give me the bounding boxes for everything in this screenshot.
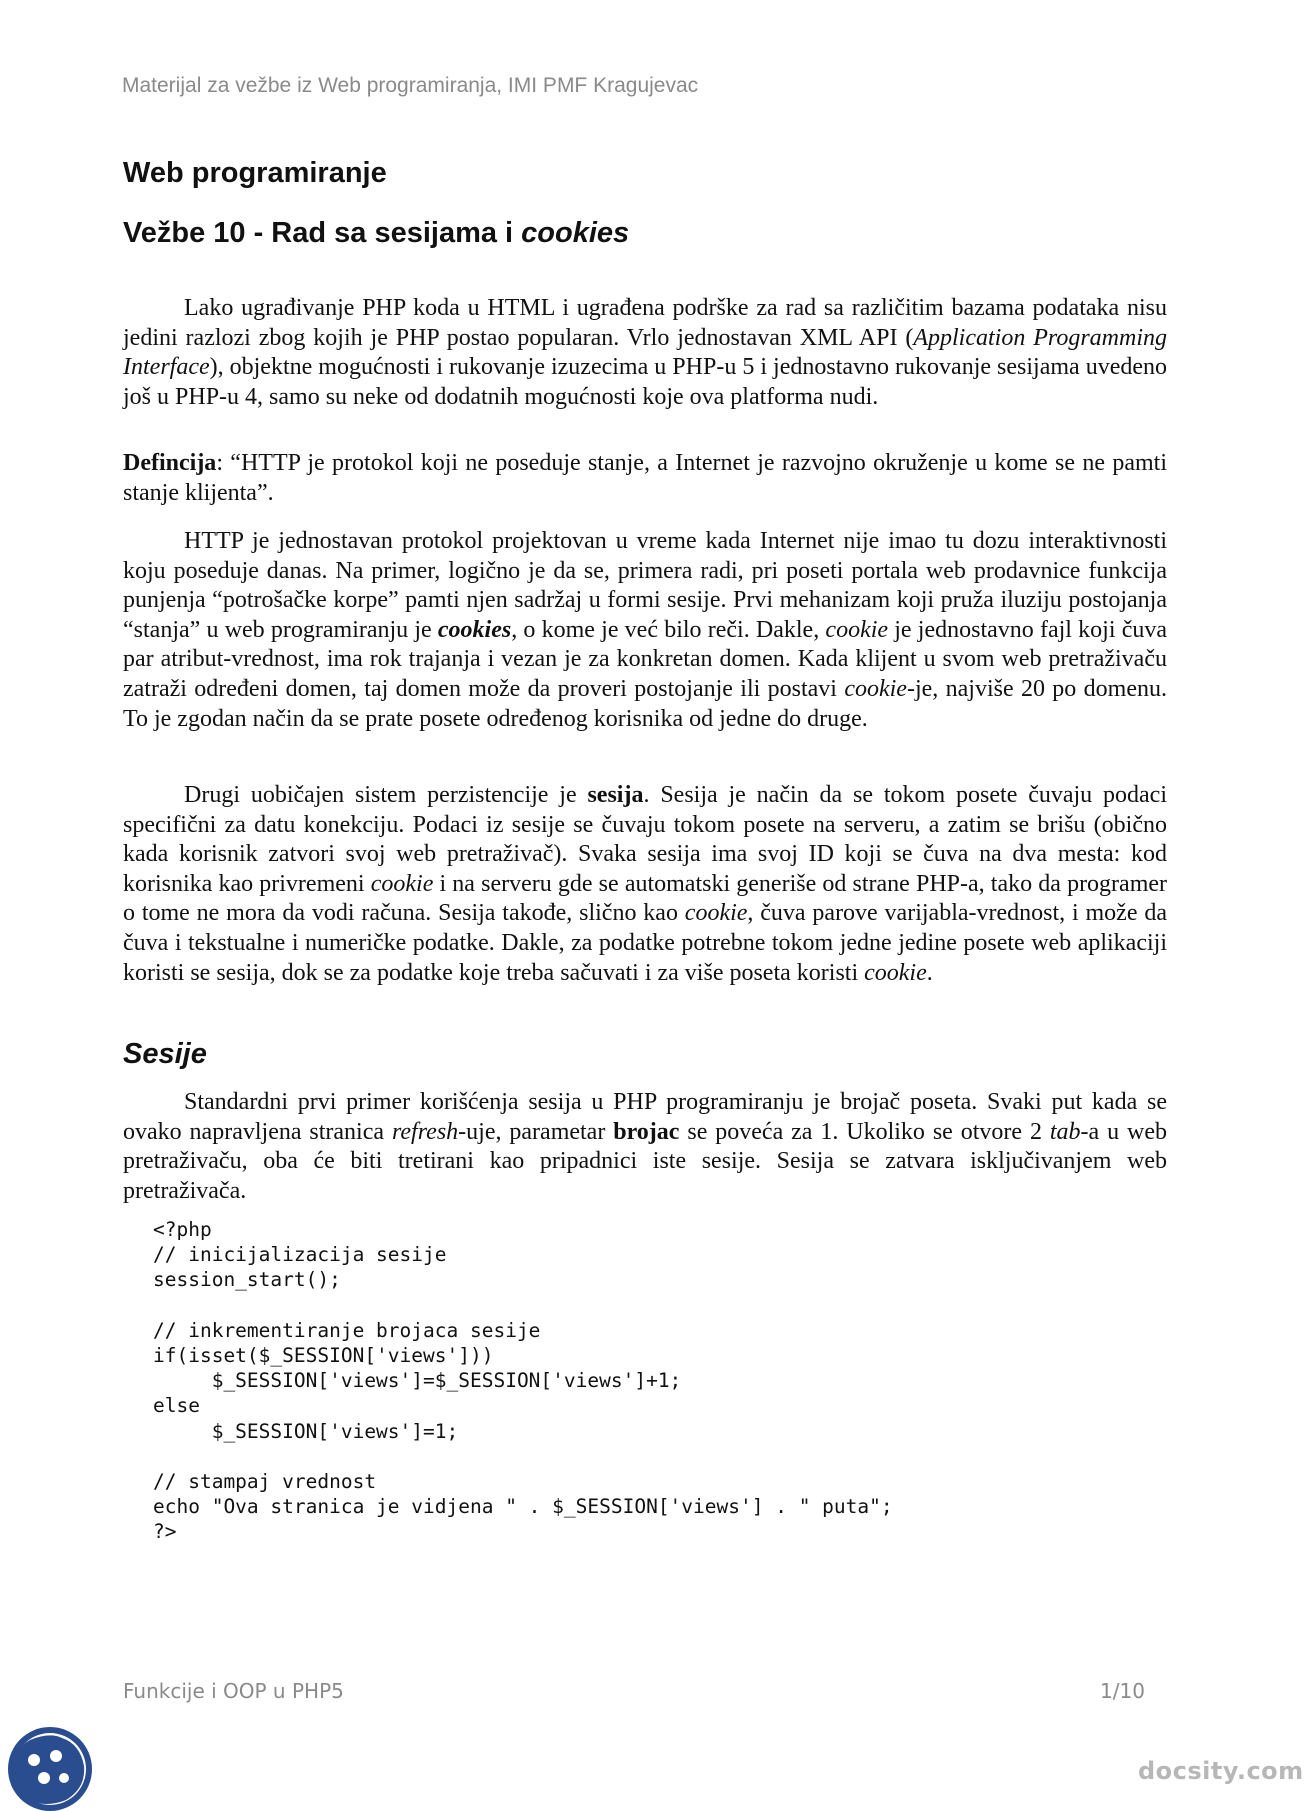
italic-run: cookie: [864, 959, 927, 986]
text-run: , o kome je već bilo reči. Dakle,: [511, 616, 826, 643]
italic-run: cookie: [844, 675, 907, 702]
subtitle-text: Vežbe 10 - Rad sa sesijama i: [123, 217, 522, 249]
paragraph-counter-example: [123, 1088, 1167, 1206]
text-run: -uje, parametar: [458, 1118, 614, 1145]
paragraph-http: [123, 527, 1167, 734]
italic-run: cookie: [684, 900, 748, 927]
text-run: : “HTTP je protokol koji ne poseduje stanje, a Internet je razvojno okruženje u kome se ne pamti stanje klijenta”.: [123, 450, 1167, 506]
docsity-wordmark[interactable]: docsity.com: [1138, 1757, 1304, 1785]
bold-run: brojac: [613, 1118, 680, 1145]
italic-run: refresh: [391, 1118, 459, 1145]
bold-run: sesija: [587, 782, 644, 808]
paragraph-definition: [123, 449, 1167, 508]
text-run: i na serveru gde se automatski generiše od strane PHP-a, tako da programer o tome ne mora da vodi računa. Sesija takođe, slično kao: [123, 870, 1168, 927]
text-run: . Sesija je način da se tokom posete čuvaju podaci specifični za datu konekciju. Podaci iz sesije se čuvaju tokom posete na serveru, a zatim se brišu (obično kada korisnik zatvori svoj web pretraživač). Svaka sesija ima svoj ID koji se čuva na dva mesta: kod korisnika kao privremeni: [123, 782, 1167, 897]
italic-run: cookie: [825, 616, 889, 643]
php-code-listing: <?php // inicijalizacija sesije session_start(); // inkrementiranje brojaca sesije if(isset($_SESSION['views'])) $_SESSION['views']=$_SESSION['views']+1; else $_SESSION['views']=1; // stampaj vrednost echo "Ova stranica je vidjena " . $_SESSION['views'] . " puta"; ?>: [153, 1218, 893, 1544]
document-title: Web programiranje: [123, 157, 387, 189]
italic-run: Application Programming Interface: [123, 324, 1168, 381]
text-run: Drugi uobičajen sistem perzistencije je: [184, 782, 588, 808]
document-subtitle: [123, 217, 629, 250]
section-heading-sesije: Sesije: [123, 1038, 207, 1070]
page-number: 1/10: [1100, 1679, 1145, 1703]
text-run: Lako ugrađivanje PHP koda u HTML i ugrađena podrške za rad sa različitim bazama podataka nisu jedini razlozi zbog kojih je PHP postao popularan. Vrlo jednostavan XML API (: [123, 295, 1167, 351]
text-run: , čuva parove varijabla-vrednost, i može da čuva i tekstualne i numeričke podatke. Dakle, za podatke potrebne tokom jedne jedine posete web aplikaciji koristi se sesija, dok se za podatke koje treba sačuvati i za više poseta koristi: [123, 900, 1167, 986]
paragraph-intro: [123, 294, 1167, 412]
text-run: HTTP je jednostavan protokol projektovan u vreme kada Internet nije imao tu dozu interaktivnosti koju poseduje danas. Na primer, logično je da se, primera radi, pri poseti portala web prodavnice funkcija punjenja “potrošačke korpe” pamti njen sadržaj u formi sesije. Prvi mehanizam koji pruža iluziju postojanja “stanja” u web programiranju je: [123, 528, 1167, 643]
text-run: ), objektne mogućnosti i rukovanje izuzecima u PHP-u 5 i jednostavno rukovanje sesijama uvedeno još u PHP-u 4, samo su neke od dodatnih mogućnosti koje ova platforma nudi.: [123, 354, 1167, 410]
definition-label: Defincija: [123, 450, 217, 476]
text-run: .: [926, 959, 933, 986]
italic-run: tab: [1049, 1118, 1081, 1145]
bold-italic-run: cookies: [437, 616, 512, 643]
footer-title: Funkcije i OOP u PHP5: [123, 1679, 344, 1703]
text-run: Standardni prvi primer korišćenja sesija u PHP programiranju je brojač poseta. Svaki put kada se ovako napravljena stranica: [123, 1089, 1167, 1145]
text-run: je jednostavno fajl koji čuva par atribut-vrednost, ima rok trajanja i vezan je za konkretan domen. Kada klijent u svom web pretraživaču zatraži određeni domen, taj domen može da proveri postojanje ili postavi: [123, 616, 1167, 702]
subtitle-italic: cookies: [521, 217, 630, 249]
text-run: -a u web pretraživaču, oba će biti tretirani kao pripadnici iste sesije. Sesija se zatvara isključivanjem web pretraživača.: [123, 1118, 1167, 1204]
italic-run: cookie: [370, 870, 434, 897]
text-run: se poveća za 1. Ukoliko se otvore 2: [679, 1118, 1050, 1145]
text-run: -je, najviše 20 po domenu. To je zgodan način da se prate posete određenog korisnika od jedne do druge.: [123, 675, 1167, 732]
running-header: Materijal za vežbe iz Web programiranja, IMI PMF Kragujevac: [122, 74, 699, 97]
docsity-logo-icon[interactable]: [0, 1722, 95, 1811]
paragraph-session: [123, 781, 1167, 988]
